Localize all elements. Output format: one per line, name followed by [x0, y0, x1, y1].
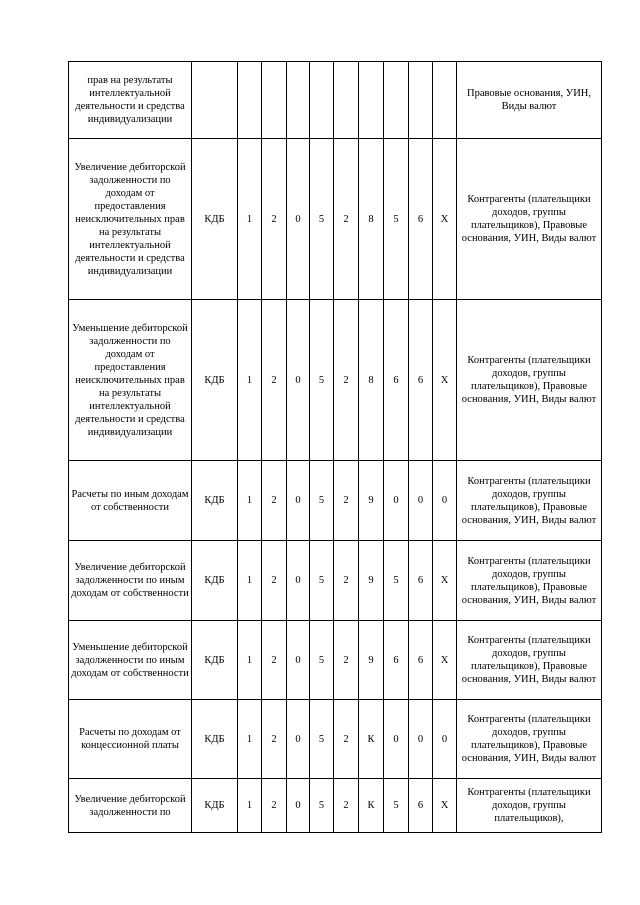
account-digit-cell: 1	[238, 541, 262, 621]
account-digit-cell: 0	[287, 621, 310, 700]
account-digit-cell: 2	[334, 461, 359, 541]
account-digit-cell: 6	[384, 300, 409, 461]
budget-code-cell: КДБ	[192, 541, 238, 621]
table-row	[69, 139, 602, 300]
account-digit-cell: К	[359, 779, 384, 833]
analytics-cell: Контрагенты (плательщики доходов, группы плательщиков), Правовые основания, УИН, Виды валют	[457, 700, 602, 779]
account-digit-cell: 0	[384, 700, 409, 779]
account-digit-cell: 1	[238, 621, 262, 700]
account-name-cell: прав на результаты интеллектуальной деятельности и средства индивидуализации	[69, 62, 192, 139]
account-digit-cell: 6	[409, 300, 433, 461]
account-digit-cell: 2	[334, 300, 359, 461]
account-digit-cell: 0	[409, 461, 433, 541]
account-digit-cell: X	[433, 541, 457, 621]
account-digit-cell	[287, 62, 310, 139]
analytics-cell: Контрагенты (плательщики доходов, группы плательщиков), Правовые основания, УИН, Виды валют	[457, 621, 602, 700]
table-row	[69, 300, 602, 461]
account-digit-cell: 9	[359, 541, 384, 621]
account-digit-cell: X	[433, 300, 457, 461]
account-digit-cell: 5	[310, 779, 334, 833]
account-digit-cell: 1	[238, 779, 262, 833]
account-name-cell: Расчеты по доходам от концессионной платы	[69, 700, 192, 779]
account-digit-cell: 0	[287, 461, 310, 541]
account-digit-cell: 6	[409, 541, 433, 621]
analytics-cell: Контрагенты (плательщики доходов, группы плательщиков), Правовые основания, УИН, Виды валют	[457, 541, 602, 621]
account-digit-cell: 2	[334, 700, 359, 779]
account-digit-cell: 9	[359, 461, 384, 541]
analytics-cell: Правовые основания, УИН, Виды валют	[457, 62, 602, 139]
account-digit-cell: 5	[384, 139, 409, 300]
budget-code-cell: КДБ	[192, 621, 238, 700]
account-digit-cell	[262, 62, 287, 139]
account-digit-cell: 5	[384, 779, 409, 833]
account-digit-cell: 2	[334, 541, 359, 621]
account-digit-cell: 0	[287, 139, 310, 300]
account-digit-cell: 0	[287, 779, 310, 833]
account-digit-cell: 6	[409, 139, 433, 300]
account-digit-cell: 0	[384, 461, 409, 541]
account-digit-cell: 0	[433, 461, 457, 541]
account-digit-cell: 1	[238, 300, 262, 461]
account-digit-cell: 8	[359, 139, 384, 300]
account-name-cell: Увеличение дебиторской задолженности по иным доходам от собственности	[69, 541, 192, 621]
account-digit-cell: 2	[262, 779, 287, 833]
table-row	[69, 621, 602, 700]
account-digit-cell: 8	[359, 300, 384, 461]
analytics-cell: Контрагенты (плательщики доходов, группы плательщиков), Правовые основания, УИН, Виды валют	[457, 300, 602, 461]
account-name-cell: Увеличение дебиторской задолженности по доходам от предоставления неисключительных прав на результаты интеллектуальной деятельности и средства индивидуализации	[69, 139, 192, 300]
account-name-cell: Расчеты по иным доходам от собственности	[69, 461, 192, 541]
account-name-cell: Уменьшение дебиторской задолженности по доходам от предоставления неисключительных прав на результаты интеллектуальной деятельности и средства индивидуализации	[69, 300, 192, 461]
account-digit-cell: 5	[310, 139, 334, 300]
account-digit-cell: 2	[262, 700, 287, 779]
account-digit-cell: 2	[262, 541, 287, 621]
account-digit-cell: 5	[310, 541, 334, 621]
account-digit-cell: 2	[262, 621, 287, 700]
account-digit-cell: X	[433, 621, 457, 700]
account-digit-cell: 5	[310, 461, 334, 541]
account-digit-cell: 1	[238, 461, 262, 541]
account-digit-cell	[238, 62, 262, 139]
account-digit-cell: 1	[238, 700, 262, 779]
analytics-cell: Контрагенты (плательщики доходов, группы плательщиков),	[457, 779, 602, 833]
analytics-cell: Контрагенты (плательщики доходов, группы плательщиков), Правовые основания, УИН, Виды валют	[457, 139, 602, 300]
table-row	[69, 461, 602, 541]
account-digit-cell: 5	[310, 700, 334, 779]
account-digit-cell: 6	[384, 621, 409, 700]
account-digit-cell: 2	[262, 139, 287, 300]
account-digit-cell: 2	[334, 779, 359, 833]
account-digit-cell	[310, 62, 334, 139]
account-digit-cell: 0	[287, 300, 310, 461]
account-digit-cell: 0	[409, 700, 433, 779]
account-digit-cell: 0	[287, 541, 310, 621]
account-digit-cell: 5	[310, 621, 334, 700]
account-digit-cell	[433, 62, 457, 139]
budget-code-cell: КДБ	[192, 461, 238, 541]
account-digit-cell: 6	[409, 621, 433, 700]
account-digit-cell: 2	[262, 300, 287, 461]
account-digit-cell: 5	[310, 300, 334, 461]
account-digit-cell: 6	[409, 779, 433, 833]
budget-code-cell: КДБ	[192, 139, 238, 300]
table-body	[69, 62, 602, 833]
account-name-cell: Уменьшение дебиторской задолженности по иным доходам от собственности	[69, 621, 192, 700]
account-digit-cell: 1	[238, 139, 262, 300]
budget-code-cell	[192, 62, 238, 139]
account-digit-cell: X	[433, 139, 457, 300]
table-row	[69, 541, 602, 621]
account-digit-cell	[409, 62, 433, 139]
account-digit-cell: 5	[384, 541, 409, 621]
account-digit-cell: X	[433, 779, 457, 833]
account-digit-cell: 0	[433, 700, 457, 779]
account-digit-cell	[334, 62, 359, 139]
account-digit-cell: 9	[359, 621, 384, 700]
account-digit-cell	[359, 62, 384, 139]
table-row	[69, 62, 602, 139]
budget-code-cell: КДБ	[192, 300, 238, 461]
account-digit-cell	[384, 62, 409, 139]
account-digit-cell: 2	[334, 621, 359, 700]
account-name-cell: Увеличение дебиторской задолженности по	[69, 779, 192, 833]
account-digit-cell: 0	[287, 700, 310, 779]
accounts-table	[68, 61, 602, 833]
budget-code-cell: КДБ	[192, 779, 238, 833]
table-row	[69, 700, 602, 779]
account-digit-cell: 2	[334, 139, 359, 300]
account-digit-cell: К	[359, 700, 384, 779]
account-digit-cell: 2	[262, 461, 287, 541]
analytics-cell: Контрагенты (плательщики доходов, группы плательщиков), Правовые основания, УИН, Виды валют	[457, 461, 602, 541]
budget-code-cell: КДБ	[192, 700, 238, 779]
table-row	[69, 779, 602, 833]
